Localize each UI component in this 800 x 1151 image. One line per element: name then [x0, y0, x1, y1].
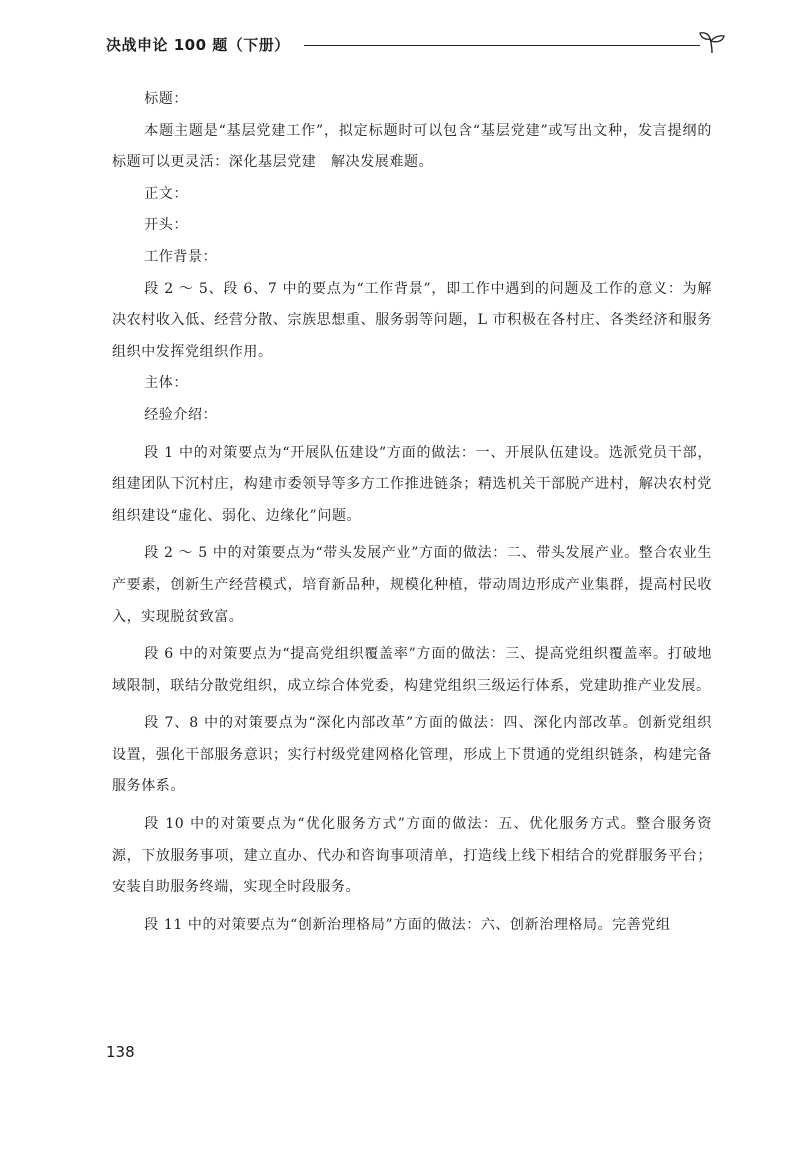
paragraph-background: 段 2 ～ 5、段 6、7 中的要点为“工作背景”，即工作中遇到的问题及工作的意义：为解决农村收入低、经营分散、宗族思想重、服务弱等问题，L 市积极在各村庄、各类经济和服务组织中发挥党组织作用。 [112, 280, 712, 360]
header-title: 决战申论 100 题（下册） [106, 36, 290, 54]
paragraph-background-label: 工作背景： [144, 248, 218, 265]
paragraph-measure-4: 段 7、8 中的对策要点为“深化内部改革”方面的做法：四、深化内部改革。创新党组织设置，强化干部服务意识；实行村级党建网格化管理，形成上下贯通的党组织链条，构建完备服务体系。 [112, 715, 712, 795]
paragraph-measure-3: 段 6 中的对策要点为“提高党组织覆盖率”方面的做法：三、提高党组织覆盖率。打破地域限制，联结分散党组织，成立综合体党委，构建党组织三级运行体系，党建助推产业发展。 [112, 646, 712, 694]
page-body [112, 84, 712, 941]
header-rule [304, 45, 700, 46]
paragraph-body-label: 正文： [144, 185, 188, 202]
paragraph-opening-label: 开头： [144, 217, 188, 234]
paragraph-experience-label: 经验介绍： [144, 406, 218, 423]
paragraph-title-explanation: 本题主题是“基层党建工作”，拟定标题时可以包含“基层党建”或写出文种，发言提纲的标题可以更灵活：深化基层党建 解决发展难题。 [112, 122, 712, 171]
paragraph-measure-6: 段 11 中的对策要点为“创新治理格局”方面的做法：六、创新治理格局。完善党组 [144, 916, 671, 933]
paragraph-measure-1: 段 1 中的对策要点为“开展队伍建设”方面的做法：一、开展队伍建设。选派党员干部，组建团队下沉村庄，构建市委领导等多方工作推进链条；精选机关干部脱产进村，解决农村党组织建设“虚化、弱化、边缘化”问题。 [112, 444, 712, 524]
paragraph-main-label: 主体： [144, 375, 188, 392]
paragraph-title-label: 标题： [144, 91, 188, 107]
running-header [106, 34, 726, 60]
paragraph-measure-2: 段 2 ～ 5 中的对策要点为“带头发展产业”方面的做法：二、带头发展产业。整合农业生产要素，创新生产经营模式，培育新品种，规模化种植，带动周边形成产业集群，提高村民收入，实现脱贫致富。 [112, 545, 712, 625]
page-number: 138 [106, 1043, 135, 1061]
sprout-icon [698, 30, 726, 54]
paragraph-measure-5: 段 10 中的对策要点为“优化服务方式”方面的做法：五、优化服务方式。整合服务资源，下放服务事项，建立直办、代办和咨询事项清单，打造线上线下相结合的党群服务平台；安装自助服务终端，实现全时段服务。 [112, 816, 712, 896]
